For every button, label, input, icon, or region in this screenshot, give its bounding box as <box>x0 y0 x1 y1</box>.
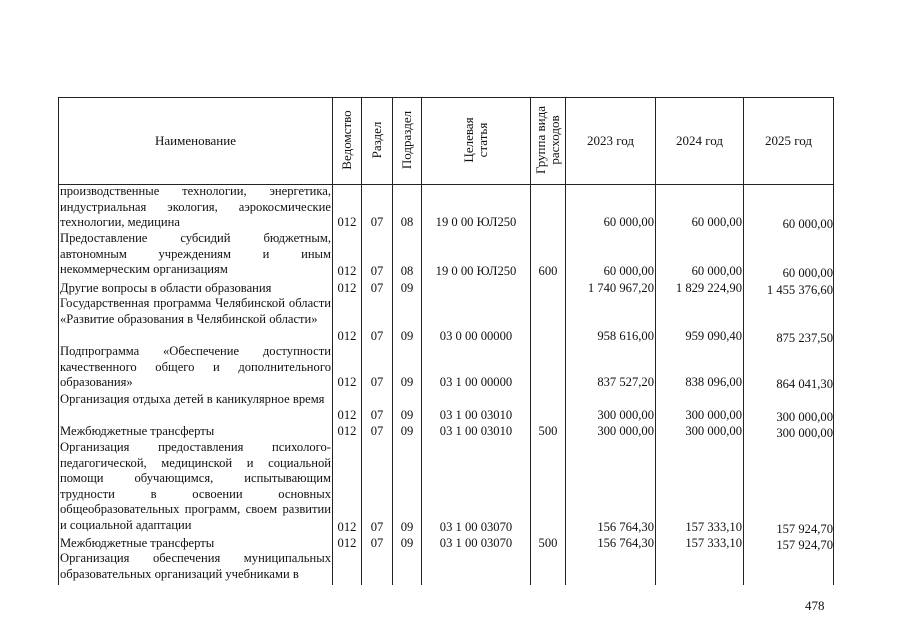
row-vedomstvo: 012 <box>337 520 357 534</box>
row-2024: 300 000,00 <box>685 408 742 422</box>
row-vedomstvo: 012 <box>337 375 357 389</box>
row-gruppa: 600 <box>538 264 558 278</box>
row-2023: 60 000,00 <box>603 215 654 229</box>
header-gruppa-line2: расходов <box>547 115 562 165</box>
header-celevaya-line1: Целевая <box>461 117 476 163</box>
row-2025: 875 237,50 <box>776 331 833 345</box>
row-podrazdel: 08 <box>400 264 414 278</box>
row-podrazdel: 09 <box>400 281 414 295</box>
row-podrazdel: 09 <box>400 375 414 389</box>
row-2024: 60 000,00 <box>691 215 742 229</box>
row-2024: 838 096,00 <box>685 375 742 389</box>
row-celevaya-statya: 03 1 00 03010 <box>439 424 513 438</box>
row-name: Предоставление субсидий бюджетным, автономным учреждениям и иным некоммерческим организациям <box>60 231 331 276</box>
header-2024: 2024 год <box>676 133 723 148</box>
row-2025: 300 000,00 <box>776 410 833 424</box>
row-razdel: 07 <box>370 264 384 278</box>
row-vedomstvo: 012 <box>337 215 357 229</box>
row-celevaya-statya: 03 1 00 03010 <box>439 408 513 422</box>
row-vedomstvo: 012 <box>337 408 357 422</box>
row-2024: 300 000,00 <box>685 424 742 438</box>
row-2023: 958 616,00 <box>597 329 654 343</box>
row-name: Организация отдыха детей в каникулярное время <box>60 392 325 406</box>
row-2025: 157 924,70 <box>776 538 833 552</box>
row-2023: 1 740 967,20 <box>587 281 654 295</box>
row-celevaya-statya: 19 0 00 ЮЛ250 <box>435 264 517 278</box>
row-name: Межбюджетные трансферты <box>60 536 215 550</box>
header-vedomstvo: Ведомство <box>339 110 354 170</box>
row-podrazdel: 09 <box>400 520 414 534</box>
row-razdel: 07 <box>370 536 384 550</box>
row-2023: 300 000,00 <box>597 408 654 422</box>
row-razdel: 07 <box>370 281 384 295</box>
row-podrazdel: 09 <box>400 329 414 343</box>
row-podrazdel: 09 <box>400 408 414 422</box>
row-2025: 300 000,00 <box>776 426 833 440</box>
row-vedomstvo: 012 <box>337 424 357 438</box>
row-celevaya-statya: 03 0 00 00000 <box>439 329 513 343</box>
row-vedomstvo: 012 <box>337 329 357 343</box>
header-gruppa-vida <box>534 106 562 174</box>
row-2023: 60 000,00 <box>603 264 654 278</box>
header-razdel: Раздел <box>369 121 384 159</box>
row-gruppa: 500 <box>538 536 558 550</box>
row-gruppa: 500 <box>538 424 558 438</box>
row-celevaya-statya: 03 1 00 00000 <box>439 375 513 389</box>
row-2025: 1 455 376,60 <box>766 283 833 297</box>
row-vedomstvo: 012 <box>337 281 357 295</box>
row-2025: 60 000,00 <box>782 217 833 231</box>
row-name: Организация предоставления психолого-педагогической, медицинской и социальной помощи обучающимся, испытывающим трудности в освоении основных общеобразовательных программ, своем развитии и социальной адаптации <box>60 440 331 532</box>
row-2023: 300 000,00 <box>597 424 654 438</box>
row-2024: 60 000,00 <box>691 264 742 278</box>
header-celevaya-statya <box>462 117 490 162</box>
row-name: Подпрограмма «Обеспечение доступности качественного общего и дополнительного образования» <box>60 344 331 389</box>
row-vedomstvo: 012 <box>337 264 357 278</box>
row-2025: 864 041,30 <box>776 377 833 391</box>
header-name: Наименование <box>155 133 236 148</box>
col-line <box>833 97 834 585</box>
row-podrazdel: 08 <box>400 215 414 229</box>
header-celevaya-line2: статья <box>475 122 490 158</box>
row-name: Организация обеспечения муниципальных образовательных организаций учебниками в <box>60 551 331 581</box>
row-celevaya-statya: 19 0 00 ЮЛ250 <box>435 215 517 229</box>
header-2025: 2025 год <box>765 133 812 148</box>
row-2024: 157 333,10 <box>685 536 742 550</box>
row-razdel: 07 <box>370 520 384 534</box>
row-2025: 60 000,00 <box>782 266 833 280</box>
row-celevaya-statya: 03 1 00 03070 <box>439 520 513 534</box>
row-podrazdel: 09 <box>400 424 414 438</box>
row-razdel: 07 <box>370 329 384 343</box>
row-razdel: 07 <box>370 215 384 229</box>
row-name: Межбюджетные трансферты <box>60 424 215 438</box>
row-2023: 156 764,30 <box>597 536 654 550</box>
row-name: Государственная программа Челябинской области «Развитие образования в Челябинской области» <box>60 296 331 326</box>
row-name: производственные технологии, энергетика, индустриальная экология, аэрокосмические технологии, медицина <box>60 184 331 229</box>
header-gruppa-line1: Группа вида <box>533 106 548 174</box>
row-name: Другие вопросы в области образования <box>60 281 272 295</box>
row-2024: 157 333,10 <box>685 520 742 534</box>
row-podrazdel: 09 <box>400 536 414 550</box>
header-podrazdel: Подраздел <box>399 110 414 170</box>
row-razdel: 07 <box>370 375 384 389</box>
row-2024: 959 090,40 <box>685 329 742 343</box>
row-vedomstvo: 012 <box>337 536 357 550</box>
row-razdel: 07 <box>370 408 384 422</box>
row-2024: 1 829 224,90 <box>675 281 742 295</box>
row-2025: 157 924,70 <box>776 522 833 536</box>
row-celevaya-statya: 03 1 00 03070 <box>439 536 513 550</box>
row-2023: 156 764,30 <box>597 520 654 534</box>
row-razdel: 07 <box>370 424 384 438</box>
row-2023: 837 527,20 <box>597 375 654 389</box>
header-2023: 2023 год <box>587 133 634 148</box>
page-number: 478 <box>805 598 825 613</box>
col-line <box>530 97 531 585</box>
